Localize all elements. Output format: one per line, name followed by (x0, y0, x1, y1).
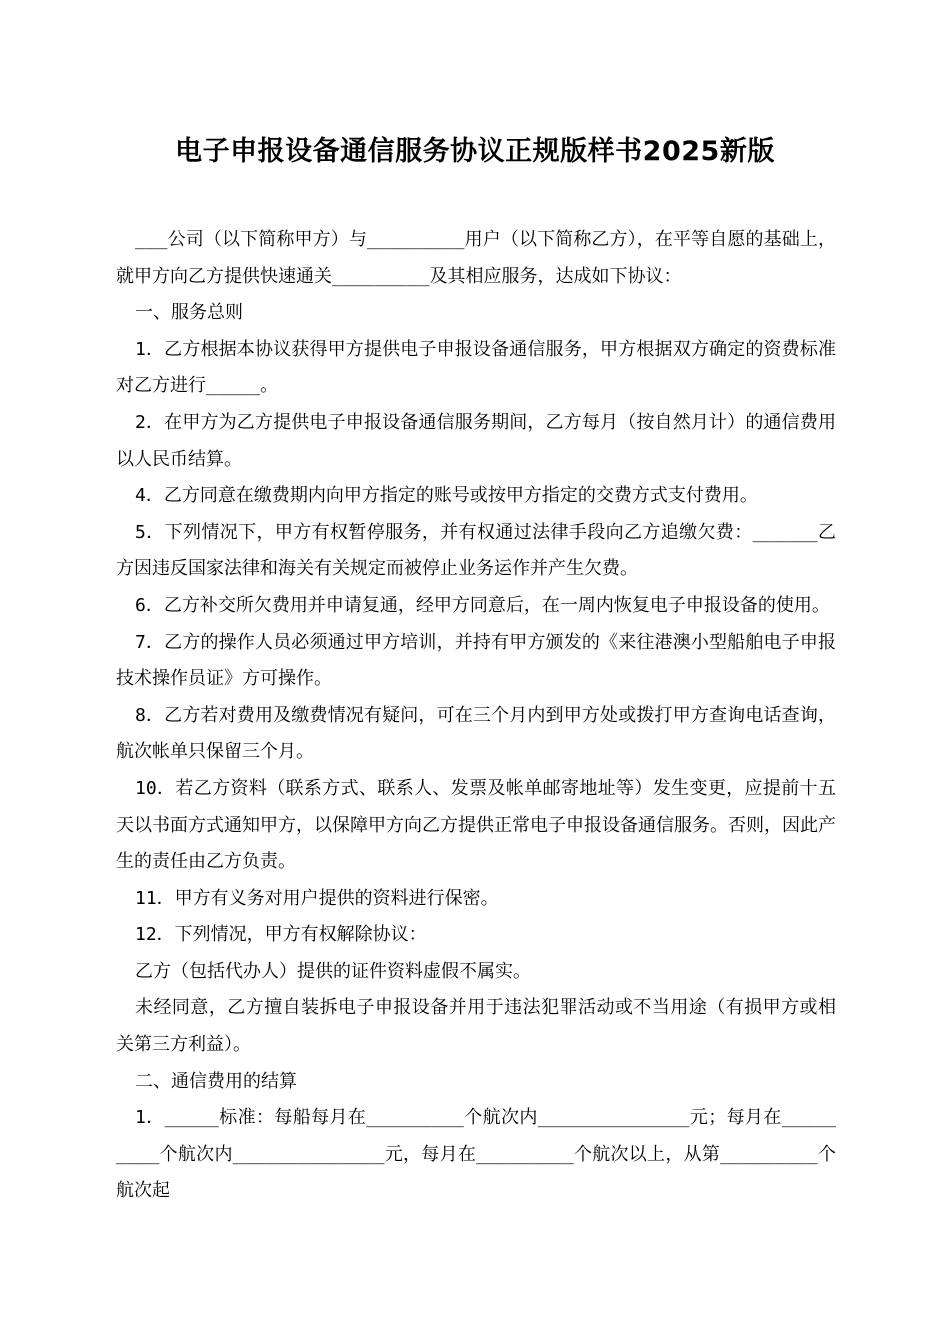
clause-7: 7．乙方的操作人员必须通过甲方培训，并持有甲方颁发的《来往港澳小型船舶电子申报技术操作员证》方可操作。 (116, 631, 836, 690)
clause-1: 1．乙方根据本协议获得甲方提供电子申报设备通信服务，甲方根据双方确定的资费标准对乙方进行_____。 (116, 338, 836, 397)
clause-12-item-a: 乙方（包括代办人）提供的证件资料虚假不属实。 (135, 960, 531, 982)
clause-6: 6．乙方补交所欠费用并申请复通，经甲方同意后，在一周内恢复电子申报设备的使用。 (135, 594, 830, 616)
document-title: 电子申报设备通信服务协议正规版样书2025新版 (175, 136, 775, 167)
document-body (116, 222, 836, 1210)
clause-4: 4．乙方同意在缴费期内向甲方指定的账号或按甲方指定的交费方式支付费用。 (135, 485, 758, 507)
clause-2: 2．在甲方为乙方提供电子申报设备通信服务期间，乙方每月（按自然月计）的通信费用以人民币结算。 (116, 411, 836, 470)
section-heading-general: 一、服务总则 (135, 302, 243, 324)
section-heading-fees: 二、通信费用的结算 (135, 1070, 297, 1092)
clause-11: 11．甲方有义务对用户提供的资料进行保密。 (135, 887, 499, 909)
fee-clause-1: 1．_____标准：每船每月在_________个航次内______________元；每月在_________个航次内______________元，每月在_________个航次以上，从第_________个航次起 (116, 1107, 836, 1202)
clause-10: 10．若乙方资料（联系方式、联系人、发票及帐单邮寄地址等）发生变更，应提前十五天以书面方式通知甲方，以保障甲方向乙方提供正常电子申报设备通信服务。否则，因此产生的责任由乙方负责。 (116, 777, 836, 873)
paragraph-intro: ___公司（以下简称甲方）与_________用户（以下简称乙方），在平等自愿的基础上，就甲方向乙方提供快速通关_________及其相应服务，达成如下协议： (116, 229, 836, 287)
clause-12: 12．下列情况，甲方有权解除协议： (135, 924, 427, 946)
clause-5: 5．下列情况下，甲方有权暂停服务，并有权通过法律手段向乙方追缴欠费：______乙方因违反国家法律和海关有关规定而被停止业务运作并产生欠费。 (116, 521, 836, 580)
clause-12-item-b: 未经同意，乙方擅自装拆电子申报设备并用于违法犯罪活动或不当用途（有损甲方或相关第三方利益）。 (116, 997, 836, 1056)
clause-8: 8．乙方若对费用及缴费情况有疑问，可在三个月内到甲方处或拨打甲方查询电话查询，航次帐单只保留三个月。 (116, 704, 836, 763)
